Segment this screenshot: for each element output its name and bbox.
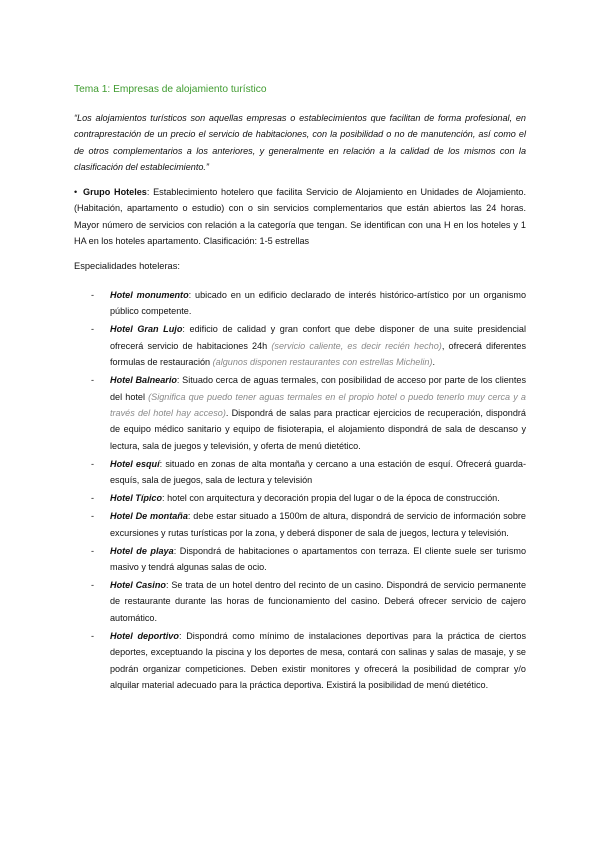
dash-bullet: -: [91, 493, 95, 504]
definition-quote: “Los alojamientos turísticos son aquellas empresas o establecimientos que facilitan de forma profesional, en contraprestación de un precio el servicio de habitaciones, con la posibilidad o no de manutención, así como el de otros complementarios a los anteriores, y generalmente en relación a la calidad de los mismos con la clasificación del establecimiento.”: [74, 113, 526, 173]
bullet-icon: •: [74, 187, 78, 197]
dash-bullet: -: [91, 630, 95, 641]
specialty-text: : edificio de calidad y gran confort que debe disponer de una suite presidencial ofrecerá servicio de habitaciones 24h: [110, 324, 526, 351]
specialty-text: : Dispondrá como mínimo de instalaciones deportivas para la práctica de ciertos deportes, exceptuando la piscina y los deportes de mesa, contará con salinas y salas de masaje, y se podrán organizar competiciones. Deben existir monitores y ofrecerá la posibilidad de comprar y/o alquilar material adecuado para la práctica deportiva. Existirá la posibilidad de menú dietético.: [110, 630, 526, 691]
specialties-list: [74, 287, 526, 695]
specialty-name: Hotel Balneario: [110, 375, 177, 386]
list-item: [74, 321, 526, 370]
specialty-text: . Dispondrá de salas para practicar ejercicios de recuperación, dispondrá de equipo médico sanitario y equipo de fisioterapia, el alojamiento dispondrá de sala de descanso y lectura, sala de juegos y televisión, y oferta de menú dietético.: [110, 408, 526, 451]
specialty-name: Hotel De montaña: [110, 511, 188, 522]
list-item: [74, 577, 526, 626]
specialty-text: : Situado cerca de aguas termales, con posibilidad de acceso por parte de los clientes del hotel: [110, 375, 526, 402]
specialty-note: (Significa que puedo tener aguas termales en el propio hotel o puedo tenerlo muy cerca y a través del hotel hay acceso): [110, 391, 526, 419]
list-item: [74, 490, 526, 506]
dash-bullet: -: [91, 580, 95, 591]
dash-bullet: -: [91, 324, 95, 335]
list-item: [74, 372, 526, 454]
specialties-heading: Especialidades hoteleras:: [74, 261, 180, 271]
list-item: [74, 456, 526, 489]
specialty-note: (algunos disponen restaurantes con estrellas Michelin): [212, 357, 433, 368]
dash-bullet: -: [91, 290, 95, 300]
specialty-text: , ofrecerá diferentes formulas de restauración: [110, 340, 526, 368]
list-item: [74, 543, 526, 576]
specialty-name: Hotel deportivo: [110, 630, 179, 641]
specialty-name: Hotel esquí: [110, 458, 160, 469]
specialty-text: : Dispondrá de habitaciones o apartamentos con terraza. El cliente suele ser turismo masivo y tendrá algunas salas de ocio.: [110, 545, 527, 573]
specialty-name: Hotel de playa: [110, 545, 174, 556]
grupo-hoteles-text: : Establecimiento hotelero que facilita Servicio de Alojamiento en Unidades de Alojamiento. (Habitación, apartamento o estudio) con o sin servicios complementarios que están abiertos las 24 horas. Mayor número de servicios con relación a la categoría que tengan. Se identifican con una H en los hoteles y 1 HA en los hoteles apartamento. Clasificación: 1-5 estrellas: [74, 187, 526, 247]
specialty-text: .: [432, 357, 436, 368]
dash-bullet: -: [91, 545, 95, 556]
specialty-text: : situado en zonas de alta montaña y cercano a una estación de esquí. Ofrecerá guarda- esquís, sala de juegos, sala de lectura y televisión: [110, 458, 527, 486]
list-item: [74, 287, 526, 320]
specialty-note: (servicio caliente, es decir recién hecho): [271, 340, 442, 351]
list-item: [74, 508, 526, 541]
dash-bullet: -: [91, 375, 95, 386]
specialty-text: : Se trata de un hotel dentro del recinto de un casino. Dispondrá de servicio permanente de restaurante durante las horas de funcionamiento del casino. Deberá ofrecer servicio de cajero automático.: [110, 580, 526, 623]
document-title: Tema 1: Empresas de alojamiento turístico: [74, 84, 267, 95]
specialty-name: Hotel Casino: [110, 580, 166, 591]
grupo-hoteles-paragraph: [74, 184, 526, 250]
specialty-name: Hotel Típico: [110, 493, 163, 504]
specialty-name: Hotel Gran Lujo: [110, 324, 183, 335]
dash-bullet: -: [91, 511, 95, 522]
specialty-name: Hotel monumento: [110, 290, 189, 300]
specialty-text: : hotel con arquitectura y decoración propia del lugar o de la época de construcción.: [162, 493, 500, 504]
grupo-hoteles-label: Grupo Hoteles: [83, 187, 147, 197]
list-item: [74, 628, 526, 694]
specialty-text: : ubicado en un edificio declarado de interés histórico-artístico por un organismo público competente.: [110, 290, 526, 317]
specialty-text: : debe estar situado a 1500m de altura, dispondrá de servicio de información sobre excursiones y rutas turísticas por la zona, y deberá disponer de sala de juegos, lectura y televisión.: [110, 511, 526, 538]
dash-bullet: -: [91, 458, 95, 469]
